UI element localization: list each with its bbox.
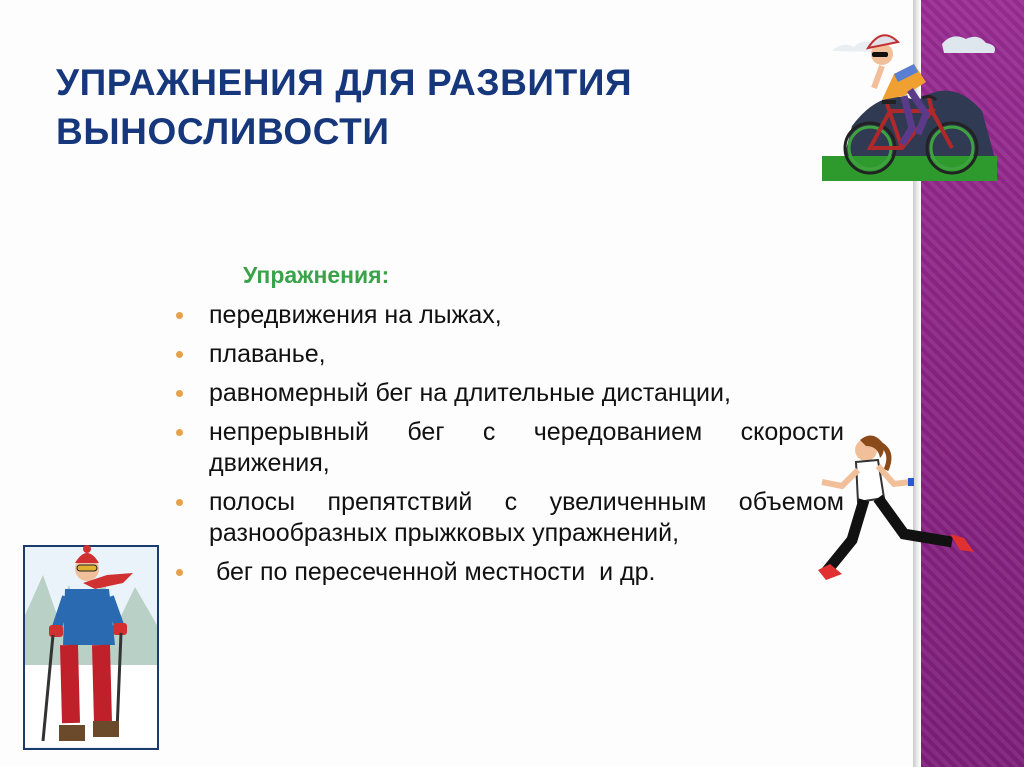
list-item-text: равномерный бег на длительные дистанции,	[209, 379, 731, 407]
slide-title	[56, 58, 776, 156]
list-item	[176, 557, 844, 588]
list-item-text: непрерывный бег с чередованием скорости движения,	[209, 418, 844, 477]
title-line-2: ВЫНОСЛИВОСТИ	[56, 111, 390, 152]
title-line-1: УПРАЖНЕНИЯ ДЛЯ РАЗВИТИЯ	[56, 62, 633, 103]
list-item	[176, 339, 844, 370]
cyclist-illustration	[822, 16, 997, 181]
bullet-icon	[176, 499, 183, 506]
bullet-icon	[176, 351, 183, 358]
bullet-icon	[176, 569, 183, 576]
list-item-text: передвижения на лыжах,	[209, 301, 502, 329]
list-item-text: бег по пересеченной местности и др.	[209, 558, 656, 586]
exercise-list	[176, 300, 844, 596]
list-item-text: полосы препятствий с увеличенным объемом разнообразных прыжковых упражнений,	[209, 488, 844, 547]
list-item	[176, 417, 844, 479]
skier-illustration	[23, 545, 159, 750]
exercises-subheading: Упражнения:	[243, 262, 390, 288]
bullet-icon	[176, 312, 183, 319]
bullet-icon	[176, 390, 183, 397]
list-item	[176, 487, 844, 549]
bullet-icon	[176, 429, 183, 436]
list-item	[176, 378, 844, 409]
list-item	[176, 300, 844, 331]
runner-illustration	[814, 430, 980, 590]
list-item-text: плаванье,	[209, 340, 326, 368]
